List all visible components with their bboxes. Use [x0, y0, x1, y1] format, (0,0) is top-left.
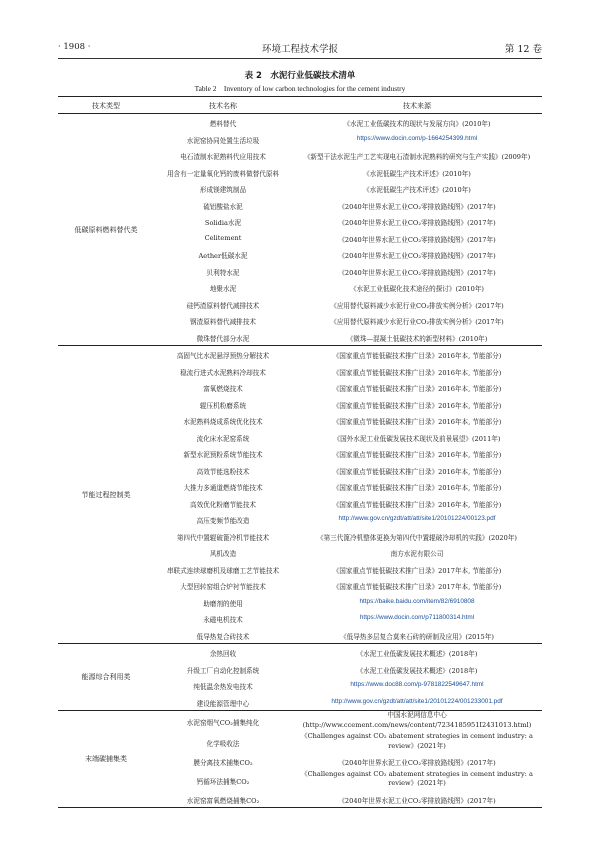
group-name: 末端碳捕集类 [85, 755, 127, 763]
technology-name: 高效节能选粉技术 [196, 467, 250, 476]
technology-name: 低导热复合砖技术 [196, 632, 250, 641]
technology-name: 建设能源管理中心 [196, 699, 250, 708]
header-name: 技术名称 [209, 102, 237, 110]
source-text: 《2040年世界水泥工业CO₂零排放路线图》(2017年) [338, 219, 496, 227]
table-group [58, 346, 542, 644]
source-text: 《国家重点节能低碳技术推广目录》2017年本, 节能部分) [332, 583, 502, 591]
technology-name: 电石渣制水泥熟料代应用技术 [180, 153, 266, 161]
technology-name: 硅钙渣原料替代减排技术 [186, 301, 260, 310]
table-row [58, 379, 542, 396]
table-row [58, 577, 542, 594]
source-text: 《水泥低碳生产技术评述》(2010年) [363, 186, 471, 194]
table-row [58, 610, 542, 627]
technology-name: 形成镁建筑制品 [199, 186, 247, 194]
technology-name: 燃料替代 [209, 120, 237, 128]
table-row [58, 412, 542, 429]
technology-name: 永磁电机技术 [203, 616, 243, 624]
table-row [58, 363, 542, 380]
group-name: 能源综合利用类 [81, 673, 131, 681]
table-body [58, 114, 542, 808]
source-link[interactable]: https://www.docin.com/p711800314.html [359, 614, 475, 621]
page-number: · 1908 · [58, 42, 91, 52]
technology-name: 高效优化粉磨节能技术 [190, 500, 256, 509]
table-row [58, 544, 542, 561]
technology-name: Aether低碳水泥 [198, 252, 248, 260]
table-row [58, 429, 542, 446]
source-text: 《国家重点节能低碳技术推广目录》2016年本, 节能部分) [332, 368, 502, 377]
source-text: 《2040年世界水泥工业CO₂零排放路线图》(2017年) [338, 268, 496, 277]
source-text: 《国家重点节能低碳技术推广目录》2016年本, 节能部分) [332, 467, 502, 476]
page-header [58, 38, 542, 56]
table-row [58, 495, 542, 512]
technology-name: 流化床水泥窑系统 [196, 434, 250, 443]
table-row [58, 711, 542, 732]
table-row [58, 561, 542, 578]
source-text: 《国外水泥工业低碳发展技术现状及前景展望》(2011年) [333, 434, 501, 443]
volume-label: 第 12 卷 [504, 44, 542, 55]
table-caption-en: Table 2 Inventory of low carbon technologies for the cement industry [194, 84, 406, 93]
technology-name: 升级工厂自动化控制系统 [186, 666, 260, 675]
table-group [58, 644, 542, 711]
source-text: 《国家重点节能低碳技术推广目录》2016年本, 节能部分) [332, 352, 502, 360]
table-row [58, 644, 542, 661]
table-group [58, 711, 542, 808]
technology-name: 化学吸收法 [206, 740, 240, 748]
technology-name: 大推力多通道燃烧节能技术 [183, 484, 263, 492]
technology-name: 稳流行进式水泥熟料冷却技术 [180, 368, 266, 377]
technology-name: 用含有一定量氧化钙的废料做替代原料 [166, 169, 280, 178]
source-text: 《Challenges against CO₂ abatement strategies in cement industry: a review》(2021年) [301, 732, 533, 750]
table-row [58, 753, 542, 770]
source-text: 《国家重点节能低碳技术推广目录》2016年本, 节能部分) [332, 484, 502, 492]
source-text: 《应用替代原料减少水泥行业CO₂排放实例分析》(2017年) [330, 318, 504, 326]
table-row [58, 462, 542, 479]
table-row [58, 164, 542, 181]
table-row [58, 279, 542, 296]
table-row [58, 694, 542, 711]
source-text: 《水泥工业低碳技术的现状与发展方向》(2010年) [343, 120, 491, 128]
technology-name: 余热回收 [209, 650, 237, 658]
technology-name: 辊压机粉磨系统 [199, 401, 247, 410]
table-row [58, 445, 542, 462]
journal-name: 环境工程技术学报 [261, 44, 338, 55]
source-text: 《水泥工业低碳发展技术概述》(2018年) [356, 650, 478, 658]
technology-name: 高固气比水泥悬浮预热分解技术 [176, 352, 270, 360]
technology-name: 地聚水泥 [209, 285, 237, 293]
source-text: 《水泥低碳生产技术评述》(2010年) [363, 169, 471, 178]
table-row [58, 230, 542, 247]
source-text: 《国家重点节能低碳技术推广目录》2016年本, 节能部分) [332, 500, 502, 509]
technology-table [58, 96, 542, 808]
source-text: 中国水泥网信息中心 (http://www.ccement.com/news/content/7234185951I2431013.html) [302, 711, 532, 729]
table-group [58, 114, 542, 346]
group-name: 节能过程控制类 [81, 490, 131, 499]
table-row [58, 594, 542, 611]
table-row [58, 197, 542, 214]
table-row [58, 511, 542, 528]
table-row [58, 263, 542, 280]
table-row [58, 329, 542, 346]
table-row [58, 346, 542, 363]
technology-name: 新型水泥预粉系统节能技术 [183, 451, 263, 459]
source-text: 《国家重点节能低碳技术推广目录》2016年本, 节能部分) [332, 401, 502, 410]
table-caption-zh: 表 2 水泥行业低碳技术清单 [244, 71, 356, 81]
table-row [58, 396, 542, 413]
source-text: 《2040年世界水泥工业CO₂零排放路线图》(2017年) [338, 759, 496, 767]
table-row [58, 246, 542, 263]
technology-name: 贝利特水泥 [206, 268, 240, 277]
group-name: 低碳原料燃料替代类 [74, 225, 138, 234]
table-row [58, 677, 542, 694]
source-text: 《2040年世界水泥工业CO₂零排放路线图》(2017年) [338, 796, 496, 805]
table-row [58, 791, 542, 808]
technology-name: 富氧燃烧技术 [203, 385, 243, 393]
table-row [58, 661, 542, 678]
technology-name: Celitement [204, 233, 242, 242]
header-rule [58, 58, 542, 59]
technology-name: 大型回转窑组合炉衬节能技术 [180, 583, 266, 591]
table-row [58, 770, 542, 791]
source-text: 《2040年世界水泥工业CO₂零排放路线图》(2017年) [338, 202, 496, 211]
table-row [58, 627, 542, 644]
source-link[interactable]: http://www.gov.cn/gzdt/att/att/site1/20101224/001233001.pdf [331, 697, 503, 705]
source-text: 《Challenges against CO₂ abatement strategies in cement industry: a review》(2021年) [301, 769, 533, 787]
table-row [58, 147, 542, 164]
technology-name: 微珠替代部分水泥 [196, 334, 250, 343]
source-text: 《2040年世界水泥工业CO₂零排放路线图》(2017年) [338, 252, 496, 260]
table-row [58, 213, 542, 230]
table-row [58, 478, 542, 495]
source-link[interactable]: https://www.docin.com/p-1664254399.html [356, 134, 478, 142]
source-text: 《低导热多层复合莫来石砖的研制及应用》(2015年) [340, 632, 494, 641]
source-text: 南方水泥有限公司 [390, 550, 444, 558]
table-header-row [58, 97, 542, 113]
header-source: 技术来源 [403, 102, 431, 110]
technology-name: 水泥窑烟气CO₂捕集纯化 [186, 719, 260, 727]
technology-name: 纯低温余热发电技术 [193, 683, 253, 691]
header-type: 技术类型 [92, 102, 120, 110]
source-text: 《2040年世界水泥工业CO₂零排放路线图》(2017年) [338, 235, 496, 244]
source-text: 《国家重点节能低碳技术推广目录》2016年本, 节能部分) [332, 418, 502, 426]
source-text: 《新型干法水泥生产工艺实现电石渣制水泥熟料的研究与生产实践》(2009年) [303, 153, 531, 161]
table-row [58, 131, 542, 148]
technology-name: 水泥熟料烧成系统优化技术 [183, 418, 263, 426]
table-row [58, 180, 542, 197]
technology-name: 第四代中置辊破篦冷机节能技术 [176, 533, 270, 542]
technology-name: 硫铝酸盐水泥 [203, 202, 243, 211]
technology-name: 助磨剂的使用 [203, 599, 243, 608]
source-link[interactable]: http://www.gov.cn/gzdt/att/att/site1/20101224/00123.pdf [338, 515, 496, 522]
source-text: 《国家重点节能低碳技术推广目录》2016年本, 节能部分) [332, 451, 502, 459]
technology-name: 钙循环法捕集CO₂ [196, 777, 250, 786]
table-row [58, 312, 542, 329]
source-text: 《国家重点节能低碳技术推广目录》2017年本, 节能部分) [332, 566, 502, 575]
technology-name: 水泥窑协同处置生活垃圾 [186, 136, 260, 145]
source-text: 《国家重点节能低碳技术推广目录》2016年本, 节能部分) [332, 385, 502, 393]
source-text: 《微珠—混凝土低碳技术的新型材料》(2010年) [346, 334, 488, 343]
technology-name: 钢渣原料替代减排技术 [190, 318, 256, 326]
source-link[interactable]: https://www.doc88.com/p-9781822549647.html [350, 681, 484, 688]
technology-name: 风机改造 [209, 550, 237, 558]
technology-name: 膜分离技术捕集CO₂ [193, 759, 253, 767]
source-text: 《第三代篦冷机整体更换为第四代中置辊破冷却机的实践》(2020年) [317, 533, 517, 542]
source-text: 《应用替代原料减少水泥行业CO₂排放实例分析》(2017年) [330, 301, 504, 310]
table-row [58, 114, 542, 131]
technology-name: Solidia水泥 [204, 219, 242, 227]
technology-name: 串联式连续球磨机及球磨工艺节能技术 [166, 566, 280, 575]
technology-name: 高压变频节能改造 [196, 517, 250, 525]
table-row [58, 528, 542, 545]
source-text: 《水泥工业低碳发展技术概述》(2018年) [356, 666, 478, 675]
table-row [58, 296, 542, 313]
table-row [58, 732, 542, 753]
source-link[interactable]: https://baike.baidu.com/item/82/6910808 [359, 597, 475, 605]
technology-name: 水泥窑富氧燃烧捕集CO₂ [186, 796, 260, 805]
source-text: 《水泥工业低碳化技术途径的探讨》(2010年) [349, 285, 485, 293]
